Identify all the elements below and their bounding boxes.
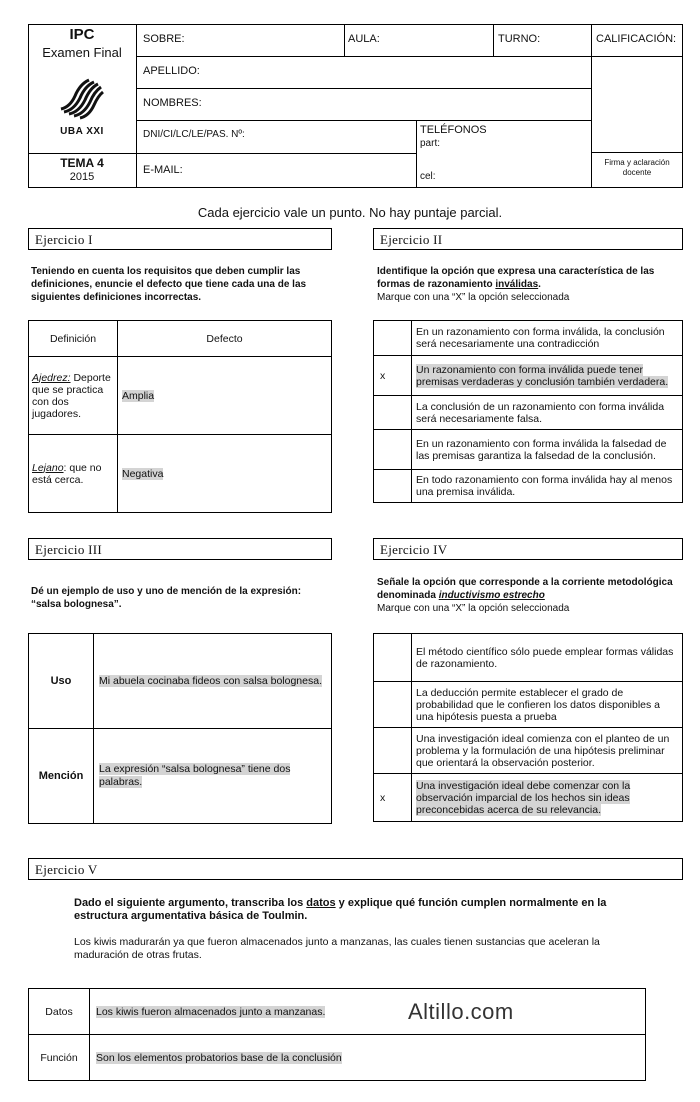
ej1-answer-1-cell[interactable] — [118, 357, 332, 435]
ej5-table — [28, 988, 646, 1081]
ej5-answer-funcion: Son los elementos probatorios base de la conclusión — [96, 1051, 342, 1064]
ej1-header: Ejercicio I — [28, 228, 332, 250]
year-label: 2015 — [69, 171, 95, 183]
ej1-answer-2-cell[interactable] — [118, 435, 332, 513]
ej2-header: Ejercicio II — [373, 228, 683, 250]
ej2-instruction-a: Identifique la opción que expresa una característica de las formas de razonamiento — [377, 266, 655, 290]
ej5-instruction-a: Dado el siguiente argumento, transcriba los — [74, 897, 307, 909]
ej2-mark-5[interactable] — [374, 470, 412, 503]
ej3-header: Ejercicio III — [28, 538, 332, 560]
ej4-instruction-u: inductivismo estrecho — [438, 590, 545, 601]
ej4-mark-4[interactable]: x — [374, 774, 412, 822]
ej3-instruction-text: Dé un ejemplo de uso y uno de mención de la expresión: “salsa bolognesa”. — [31, 586, 302, 610]
ej2-instruction-u: inválidas — [495, 279, 539, 290]
ej2-option-3 — [412, 396, 683, 430]
firma-label: Firma y aclaración docente — [604, 158, 670, 177]
ej1-term-1: Ajedrez: — [32, 371, 71, 384]
apellido-field[interactable]: APELLIDO: — [143, 65, 200, 77]
ej4-instruction2: Marque con una “X” la opción seleccionada — [377, 603, 570, 614]
ej4-mark-3[interactable] — [374, 728, 412, 774]
ej3-instruction — [31, 585, 331, 611]
ej2-option-1-text: En un razonamiento con forma inválida, la conclusión será necesariamente una contradicción — [416, 326, 665, 350]
ej1-instruction — [31, 265, 331, 304]
uba-logo-mark — [60, 74, 104, 120]
ej1-rest-2: : que no está cerca. — [32, 461, 102, 486]
ej2-instruction — [377, 265, 682, 304]
ej4-mark-2[interactable] — [374, 682, 412, 728]
notice-text: Cada ejercicio vale un punto. No hay puntaje parcial. — [197, 205, 503, 220]
ej1-def-1 — [29, 357, 118, 435]
ej5-instruction-b: y explique qué función cumplen normalmente en la estructura argumentativa básica de Toulmin. — [74, 897, 607, 922]
ej3-answer-uso: Mi abuela cocinaba fideos con salsa bolognesa. — [99, 674, 322, 687]
ej4-mark-1[interactable] — [374, 634, 412, 682]
cel-field[interactable]: cel: — [420, 171, 436, 182]
ej4-option-2-text: La deducción permite establecer el grado de probabilidad que le confieren los datos disponibles a una hipótesis puesta a prueba — [416, 686, 661, 723]
ej3-answer-mencion: La expresión “salsa bolognesa” tiene dos palabras. — [99, 763, 291, 788]
ej5-argument: Los kiwis madurarán ya que fueron almacenados junto a manzanas, las cuales tienen sustancias que aceleran la maduración de otras frutas. — [74, 936, 600, 961]
dni-field[interactable]: DNI/CI/LC/LE/PAS. Nº: — [143, 129, 245, 140]
ej4-header: Ejercicio IV — [373, 538, 683, 560]
ej4-option-1 — [412, 634, 683, 682]
ej1-instruction-text: Teniendo en cuenta los requisitos que deben cumplir las definiciones, enuncie el defecto que tiene cada una de las siguientes definiciones incorrectas. — [31, 266, 307, 303]
ej5-answer-datos: Los kiwis fueron almacenados junto a manzanas. — [96, 1005, 326, 1018]
calificacion-field[interactable]: CALIFICACIÓN: — [596, 33, 677, 45]
ej1-col-definicion: Definición — [29, 321, 118, 357]
ej1-term-2: Lejano — [32, 461, 64, 474]
ej1-answer-1: Amplia — [122, 389, 155, 402]
turno-field[interactable]: TURNO: — [498, 33, 541, 45]
ej3-answer-uso-cell[interactable] — [94, 634, 332, 729]
ej3-label-uso: Uso — [29, 634, 94, 729]
ej4-instruction — [377, 576, 682, 615]
ej1-table — [28, 320, 332, 513]
part-field[interactable]: part: — [420, 138, 441, 149]
ej2-instruction2: Marque con una “X” la opción seleccionada — [377, 292, 570, 303]
ej1-col-defecto: Defecto — [118, 321, 332, 357]
ej5-label-datos: Datos — [29, 989, 90, 1035]
ej4-instruction-a: Señale la opción que corresponde a la corriente metodológica denominada — [377, 577, 673, 601]
ej4-option-1-text: El método científico sólo puede emplear formas válidas de razonamiento. — [416, 645, 674, 670]
watermark: Altillo.com — [408, 999, 514, 1024]
ej3-label-mencion: Mención — [29, 729, 94, 824]
ej2-option-2-text: Un razonamiento con forma inválida puede tener premisas verdaderas y conclusión también verdadera. — [416, 363, 669, 388]
ej1-rest-1: Deporte que se practica con dos jugadores. — [32, 371, 111, 420]
ej2-option-4 — [412, 430, 683, 470]
ej2-mark-1[interactable] — [374, 321, 412, 356]
uba-logo — [60, 74, 104, 120]
ej3-table — [28, 633, 332, 824]
tema-label: TEMA 4 — [60, 156, 104, 170]
ej2-instruction-b: . — [538, 279, 541, 290]
ej4-table — [373, 633, 683, 822]
aula-field[interactable]: AULA: — [348, 33, 380, 45]
ej4-option-3-text: Una investigación ideal comienza con el planteo de un problema y la formulación de una hipótesis preliminar que orientará la observación posterior. — [416, 732, 670, 769]
ej5-instruction — [74, 897, 654, 923]
ej5-answer-funcion-cell[interactable] — [90, 1035, 646, 1081]
ej2-option-5 — [412, 470, 683, 503]
email-field[interactable]: E-MAIL: — [143, 164, 183, 176]
exam-title: Examen Final — [42, 45, 122, 60]
ej2-option-4-text: En un razonamiento con forma inválida la falsedad de las premisas garantiza la falsedad de la conclusión. — [416, 437, 667, 462]
ej2-mark-2[interactable]: x — [374, 356, 412, 396]
institution-title: IPC — [69, 26, 95, 43]
ej5-answer-datos-cell[interactable] — [90, 989, 646, 1035]
ej5-label-funcion: Función — [29, 1035, 90, 1081]
sobre-field[interactable]: SOBRE: — [143, 33, 185, 45]
ej2-option-5-text: En todo razonamiento con forma inválida hay al menos una premisa inválida. — [416, 474, 673, 498]
ej2-option-1 — [412, 321, 683, 356]
ej1-def-2 — [29, 435, 118, 513]
ej1-answer-2: Negativa — [122, 467, 164, 480]
ej2-mark-3[interactable] — [374, 396, 412, 430]
ej4-option-2 — [412, 682, 683, 728]
nombres-field[interactable]: NOMBRES: — [143, 97, 202, 109]
ej2-table — [373, 320, 683, 503]
ej2-option-2 — [412, 356, 683, 396]
ej5-header: Ejercicio V — [28, 858, 683, 880]
ej3-answer-mencion-cell[interactable] — [94, 729, 332, 824]
ej2-mark-4[interactable] — [374, 430, 412, 470]
ej4-option-3 — [412, 728, 683, 774]
ej2-option-3-text: La conclusión de un razonamiento con forma inválida será necesariamente falsa. — [416, 400, 665, 425]
ej4-option-4-text: Una investigación ideal debe comenzar con la observación imparcial de los hechos sin ideas preconcebidas acerca de su relevancia. — [416, 779, 631, 816]
logo-text: UBA XXI — [60, 126, 104, 137]
telefonos-label: TELÉFONOS — [420, 124, 487, 136]
ej5-instruction-u: datos — [306, 897, 336, 909]
ej4-option-4 — [412, 774, 683, 822]
